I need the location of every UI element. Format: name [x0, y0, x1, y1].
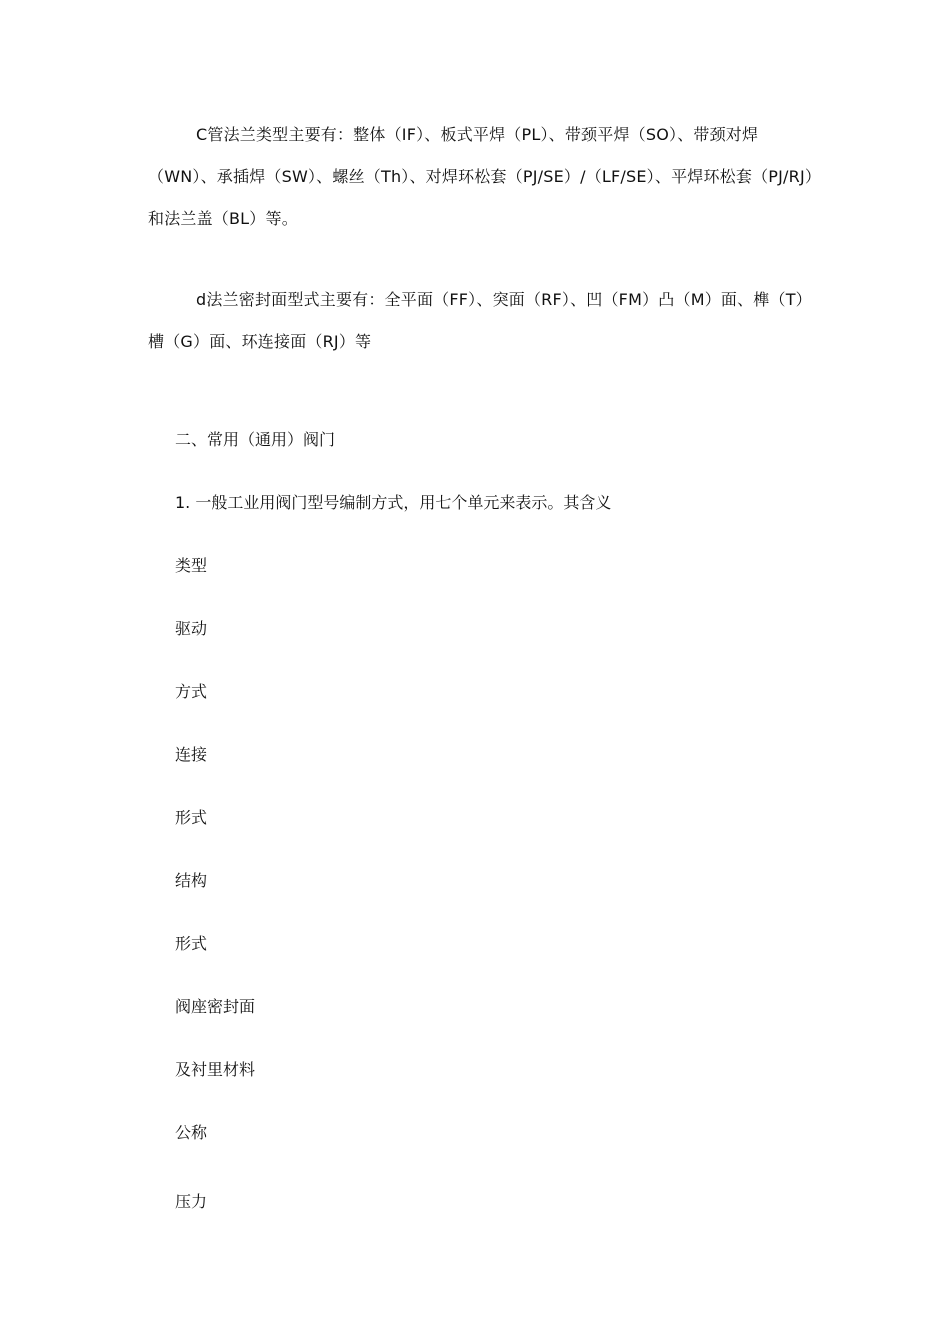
numbered-item: 1. 一般工业用阀门型号编制方式，用七个单元来表示。其含义 — [175, 493, 612, 512]
flange-types-paragraph: C管法兰类型主要有：整体（IF）、板式平焊（PL）、带颈平焊（SO）、带颈对焊（WN）、承插焊（SW）、螺丝（Th）、对焊环松套（PJ/SE）/（LF/SE）、平焊环松套（PJ/RJ）和法兰盖（BL）等。 — [148, 125, 814, 228]
section-heading: 二、常用（通用）阀门 — [175, 430, 336, 449]
unit-label-nominal: 公称 — [175, 1123, 208, 1142]
unit-label-form: 形式 — [175, 808, 208, 827]
unit-label-drive: 驱动 — [175, 619, 208, 638]
unit-label-pressure: 压力 — [175, 1192, 208, 1211]
flange-seal-faces-paragraph: d法兰密封面型式主要有：全平面（FF）、突面（RF）、凹（FM）凸（M）面、榫（T）槽（G）面、环连接面（RJ）等 — [148, 290, 812, 351]
unit-label-form-2: 形式 — [175, 934, 208, 953]
unit-label-lining: 及衬里材料 — [175, 1060, 256, 1079]
unit-label-connection: 连接 — [175, 745, 208, 764]
unit-label-type: 类型 — [175, 556, 208, 575]
unit-label-mode: 方式 — [175, 682, 208, 701]
unit-label-seat-seal: 阀座密封面 — [175, 997, 256, 1016]
unit-label-structure: 结构 — [175, 871, 208, 890]
